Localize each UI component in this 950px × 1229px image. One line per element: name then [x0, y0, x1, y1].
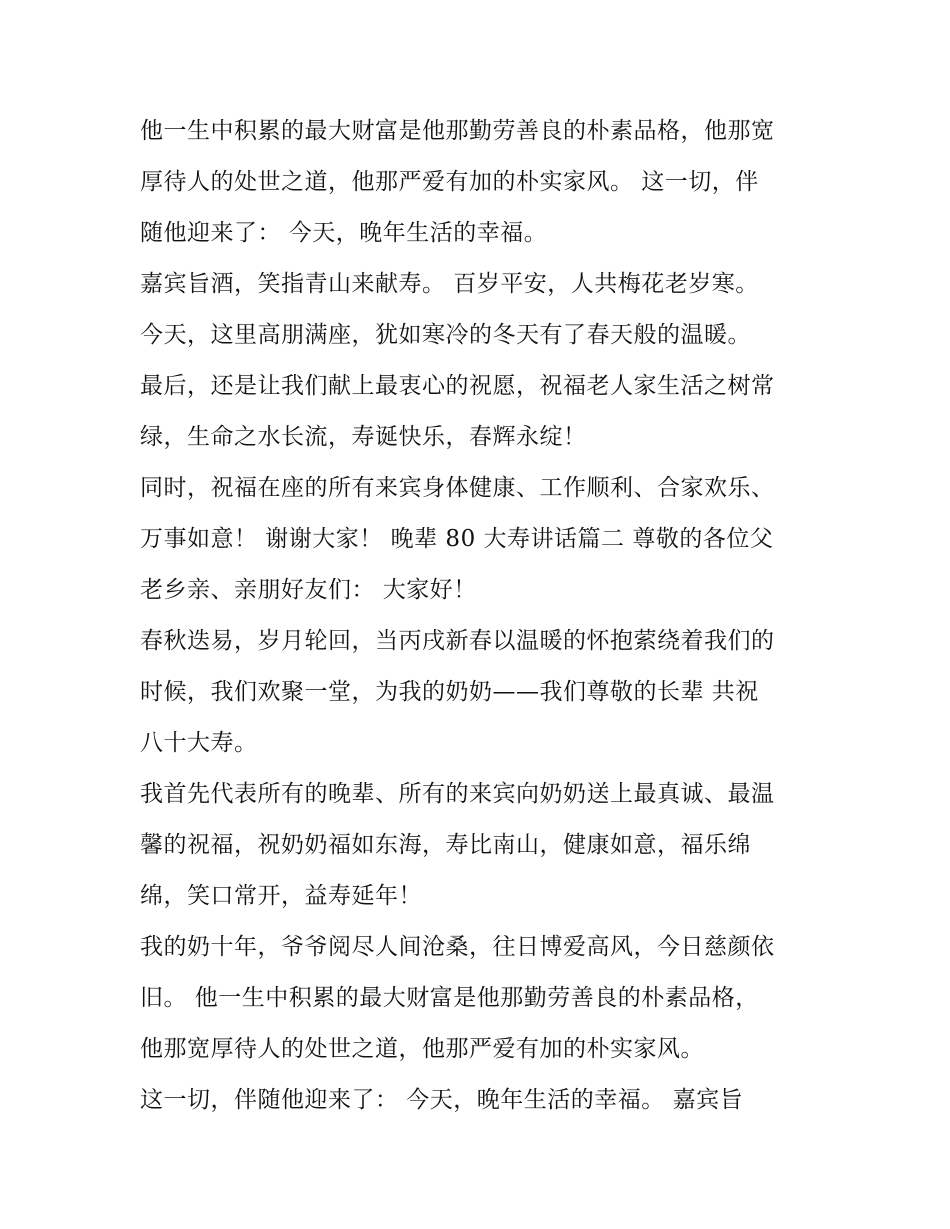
text-line-13: 八十大寿。 [140, 730, 258, 756]
text-line-4: 嘉宾旨酒，笑指青山来献寿。 百岁平安，人共梅花老岁寒。 [140, 271, 759, 297]
text-line-18: 旧。 他一生中积累的最大财富是他那勤劳善良的朴素品格， [140, 985, 759, 1011]
text-line-8: 同时，祝福在座的所有来宾身体健康、工作顺利、合家欢乐、 [140, 475, 775, 501]
text-line-20: 这一切，伴随他迎来了： 今天，晚年生活的幸福。 嘉宾旨 [140, 1087, 744, 1113]
text-line-6: 最后，还是让我们献上最衷心的祝愿，祝福老人家生活之树常 [140, 373, 775, 399]
text-line-10: 老乡亲、亲朋好友们： 大家好！ [140, 577, 477, 603]
text-line-2: 厚待人的处世之道，他那严爱有加的朴实家风。 这一切，伴 [140, 169, 759, 195]
document-body [140, 108, 820, 1128]
text-line-7: 绿，生命之水长流，寿诞快乐，春辉永绽！ [140, 424, 587, 450]
text-line-9: 万事如意！ 谢谢大家！ 晚辈 80 大寿讲话篇二 尊敬的各位父 [140, 526, 774, 552]
text-line-11: 春秋迭易，岁月轮回，当丙戌新春以温暖的怀抱萦绕着我们的 [140, 628, 775, 654]
text-line-1: 他一生中积累的最大财富是他那勤劳善良的朴素品格，他那宽 [140, 118, 775, 144]
text-line-5: 今天，这里高朋满座，犹如寒冷的冬天有了春天般的温暖。 [140, 322, 751, 348]
text-line-16: 绵，笑口常开，益寿延年！ [140, 883, 422, 909]
text-line-15: 馨的祝福，祝奶奶福如东海，寿比南山，健康如意，福乐绵 [140, 832, 751, 858]
text-line-3: 随他迎来了： 今天，晚年生活的幸福。 [140, 220, 548, 246]
text-line-19: 他那宽厚待人的处世之道，他那严爱有加的朴实家风。 [140, 1036, 704, 1062]
text-line-14: 我首先代表所有的晚辈、所有的来宾向奶奶送上最真诚、最温 [140, 781, 775, 807]
text-line-17: 我的奶十年，爷爷阅尽人间沧桑，往日博爱高风，今日慈颜依 [140, 934, 775, 960]
text-line-12: 时候，我们欢聚一堂，为我的奶奶——我们尊敬的长辈 共祝 [140, 679, 759, 705]
